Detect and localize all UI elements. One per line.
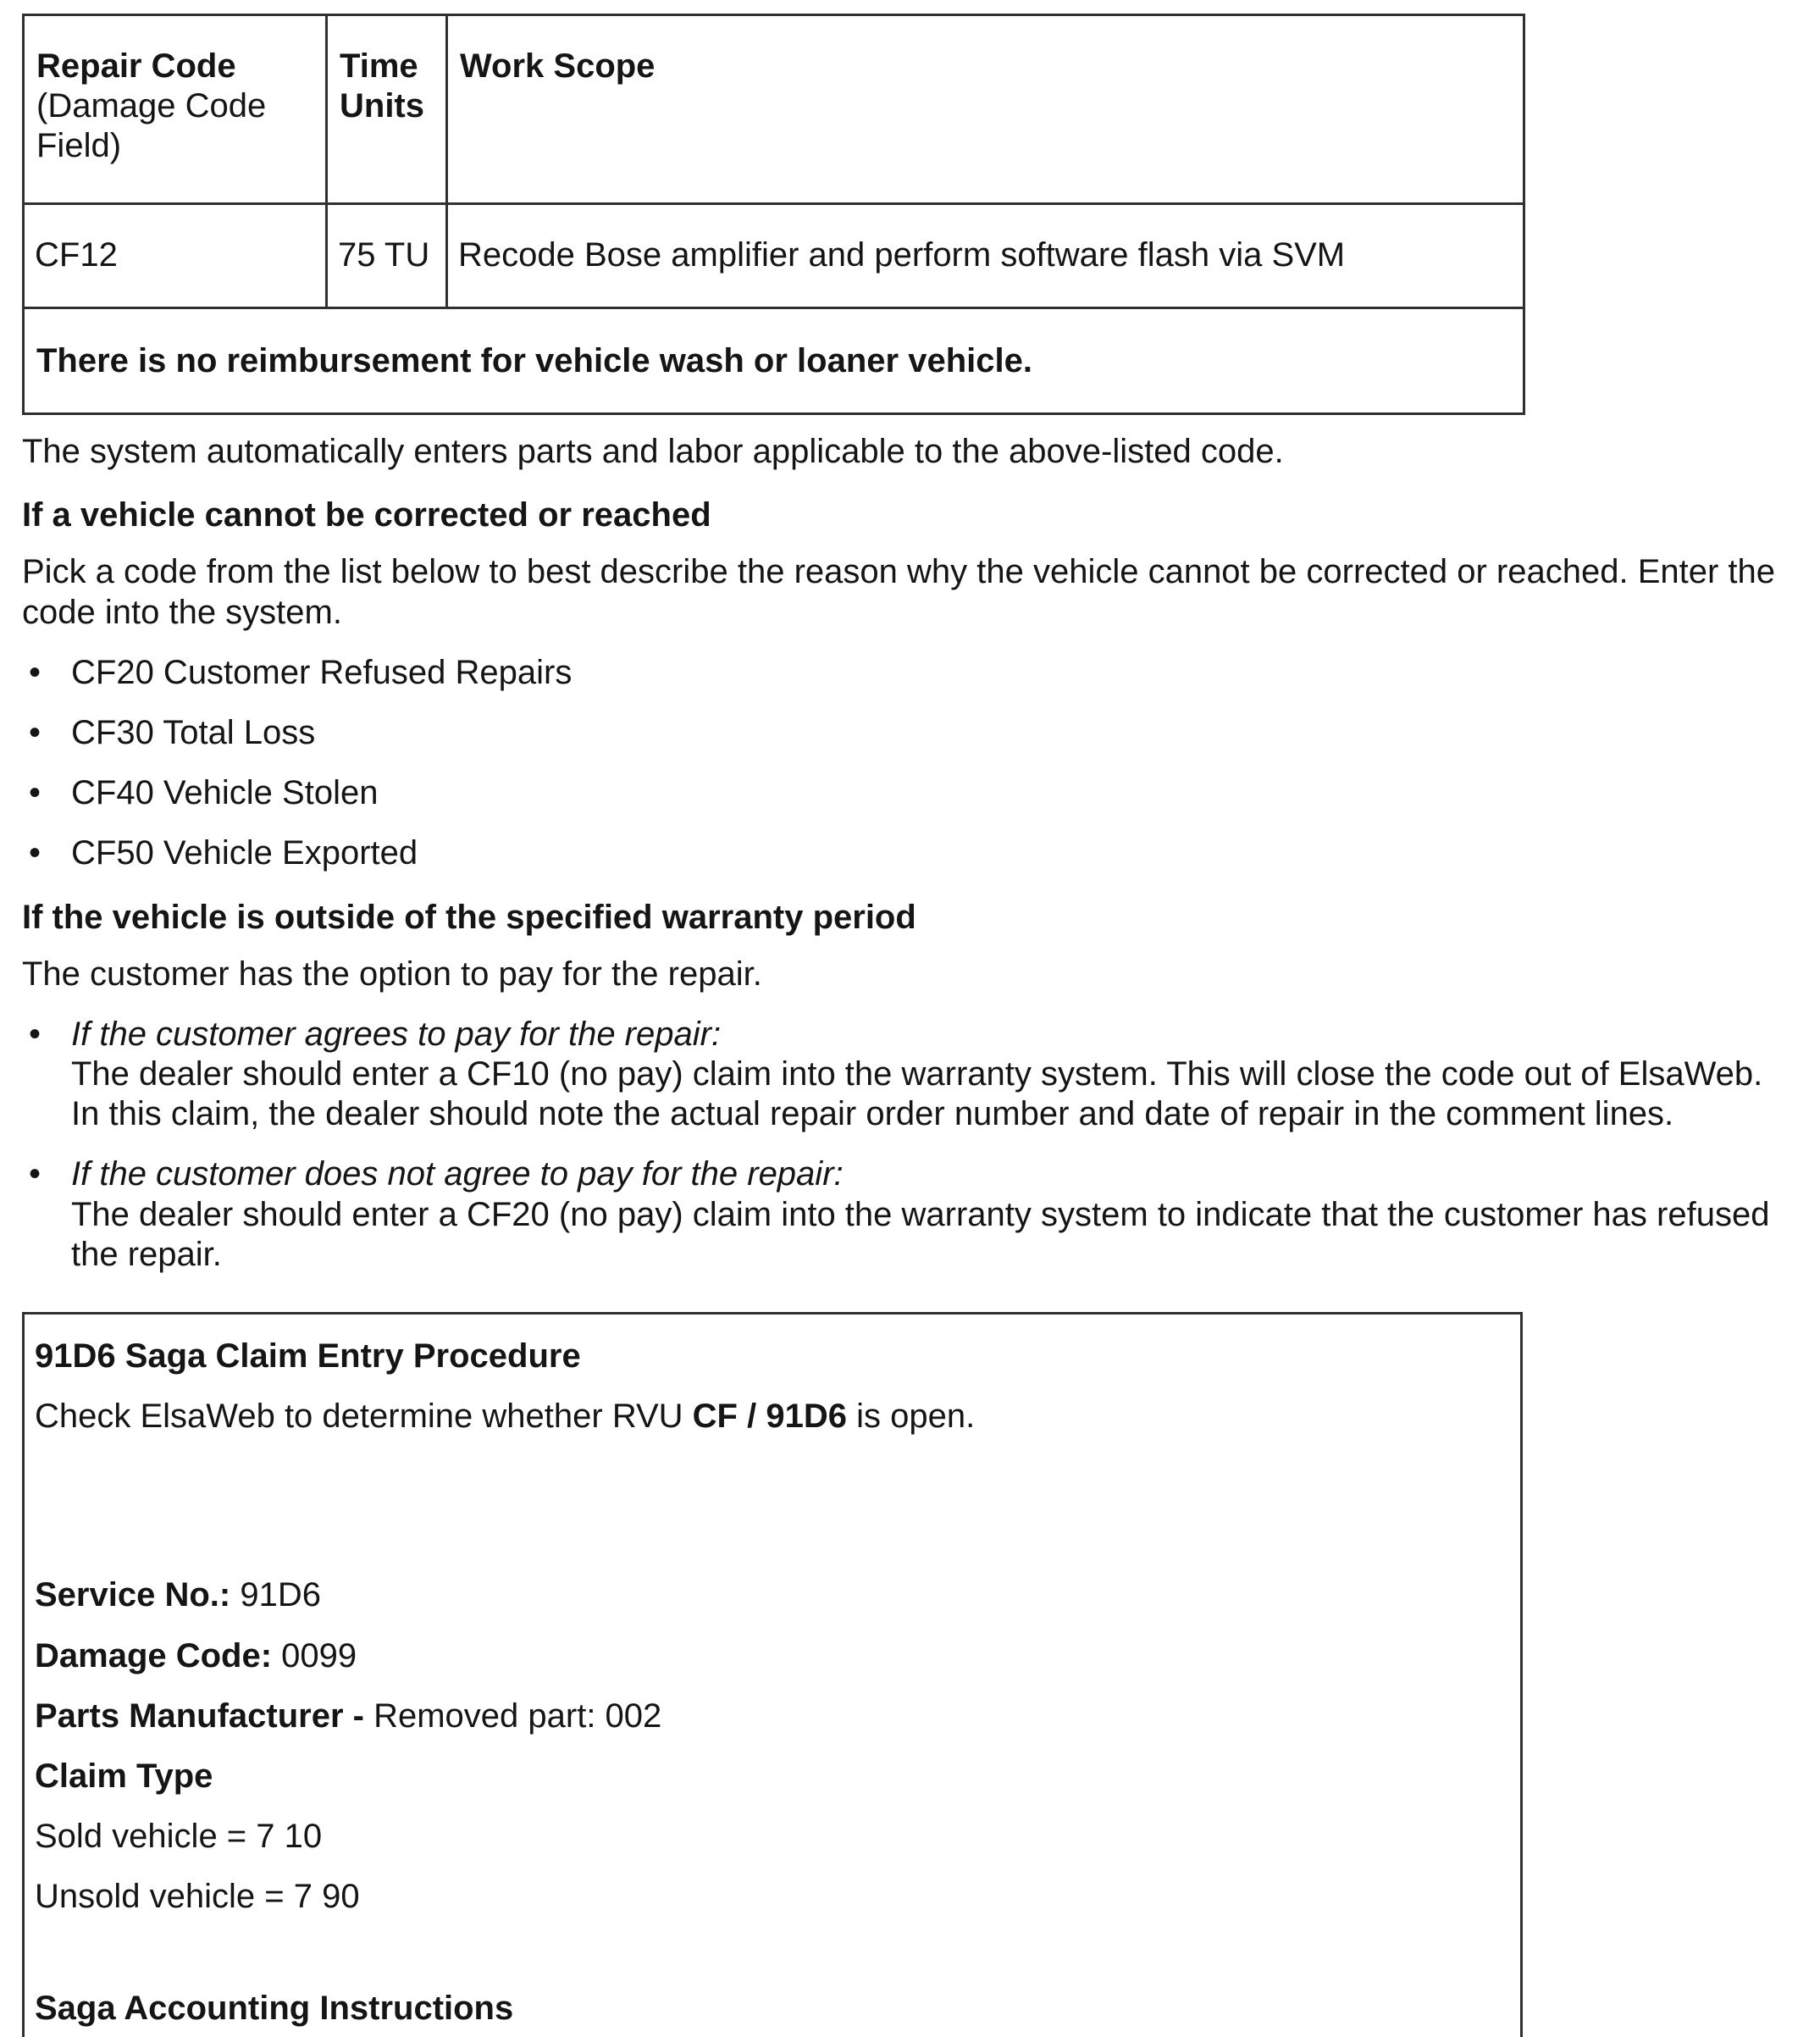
table-note-row	[24, 308, 1524, 414]
list-item	[22, 1154, 1801, 1275]
not-corrected-heading: If a vehicle cannot be corrected or reached	[22, 496, 711, 534]
service-number-label: Service No.:	[35, 1576, 231, 1614]
intro-text: The system automatically enters parts and labor applicable to the above-listed code.	[22, 433, 1284, 470]
list-item-text: CF40 Vehicle Stolen	[71, 774, 379, 812]
saga-check-rvu: CF / 91D6	[692, 1398, 847, 1436]
saga-check-text	[35, 1397, 1510, 1436]
bullet-icon: •	[28, 1015, 41, 1053]
header-time-units: Time Units	[327, 15, 447, 204]
service-number	[35, 1575, 1510, 1615]
saga-heading: 91D6 Saga Claim Entry Procedure	[35, 1337, 581, 1375]
header-repair-code-sub: (Damage Code Field)	[36, 87, 267, 165]
bullet-icon: •	[28, 653, 41, 691]
list-item	[22, 773, 1801, 813]
list-item-title: If the customer does not agree to pay for the repair:	[71, 1155, 844, 1193]
list-item-title: If the customer agrees to pay for the repair:	[71, 1015, 722, 1053]
saga-check-suffix: is open.	[846, 1398, 976, 1436]
parts-manufacturer-value: Removed part: 002	[363, 1697, 662, 1735]
not-corrected-text: Pick a code from the list below to best describe the reason why the vehicle cannot be corrected or reached. Enter the code into the system.	[22, 553, 1776, 631]
saga-procedure-box	[22, 1312, 1523, 2037]
sold-vehicle: Sold vehicle = 7 10	[35, 1818, 323, 1856]
list-item-line: The dealer should enter a CF20 (no pay) claim into the warranty system to indicate that the customer has refused the repair.	[71, 1195, 1770, 1273]
saga-check-prefix: Check ElsaWeb to determine whether RVU	[35, 1398, 693, 1436]
claim-type-heading: Claim Type	[35, 1757, 213, 1795]
parts-manufacturer-label: Parts Manufacturer -	[35, 1697, 364, 1735]
unsold-vehicle: Unsold vehicle = 7 90	[35, 1878, 360, 1916]
reimbursement-note: There is no reimbursement for vehicle wash or loaner vehicle.	[24, 308, 1524, 414]
list-item-line: In this claim, the dealer should note the actual repair order number and date of repair in the comment lines.	[71, 1095, 1674, 1133]
list-item	[22, 1015, 1801, 1135]
table-header-row	[24, 15, 1524, 204]
outside-warranty-heading: If the vehicle is outside of the specified warranty period	[22, 898, 916, 936]
table-row	[24, 204, 1524, 308]
cell-code: CF12	[24, 204, 327, 308]
list-item-text: CF20 Customer Refused Repairs	[71, 653, 573, 691]
service-number-value: 91D6	[230, 1576, 321, 1614]
bullet-icon: •	[28, 713, 41, 751]
list-item-text: CF30 Total Loss	[71, 713, 316, 751]
damage-code-value: 0099	[272, 1636, 357, 1674]
cell-time: 75 TU	[327, 204, 447, 308]
damage-code-label: Damage Code:	[35, 1636, 273, 1674]
saga-accounting-heading: Saga Accounting Instructions	[35, 1989, 514, 2027]
cell-scope: Recode Bose amplifier and perform software flash via SVM	[447, 204, 1524, 308]
list-item	[22, 833, 1801, 873]
header-work-scope: Work Scope	[447, 15, 1524, 204]
bullet-icon: •	[28, 1155, 41, 1193]
list-item-text: CF50 Vehicle Exported	[71, 834, 418, 872]
document-page	[22, 14, 1801, 2037]
repair-code-table	[22, 14, 1525, 415]
outside-warranty-list	[22, 1015, 1801, 1275]
damage-code	[35, 1636, 1510, 1676]
not-corrected-code-list	[22, 653, 1801, 874]
list-item	[22, 653, 1801, 693]
list-item-line: The dealer should enter a CF10 (no pay) claim into the warranty system. This will close the code out of ElsaWeb.	[71, 1055, 1763, 1093]
bullet-icon: •	[28, 774, 41, 812]
header-repair-code	[24, 15, 327, 204]
list-item	[22, 713, 1801, 753]
bullet-icon: •	[28, 834, 41, 872]
outside-warranty-text: The customer has the option to pay for the repair.	[22, 955, 762, 993]
parts-manufacturer	[35, 1697, 1510, 1736]
header-repair-code-label: Repair Code	[36, 47, 236, 85]
